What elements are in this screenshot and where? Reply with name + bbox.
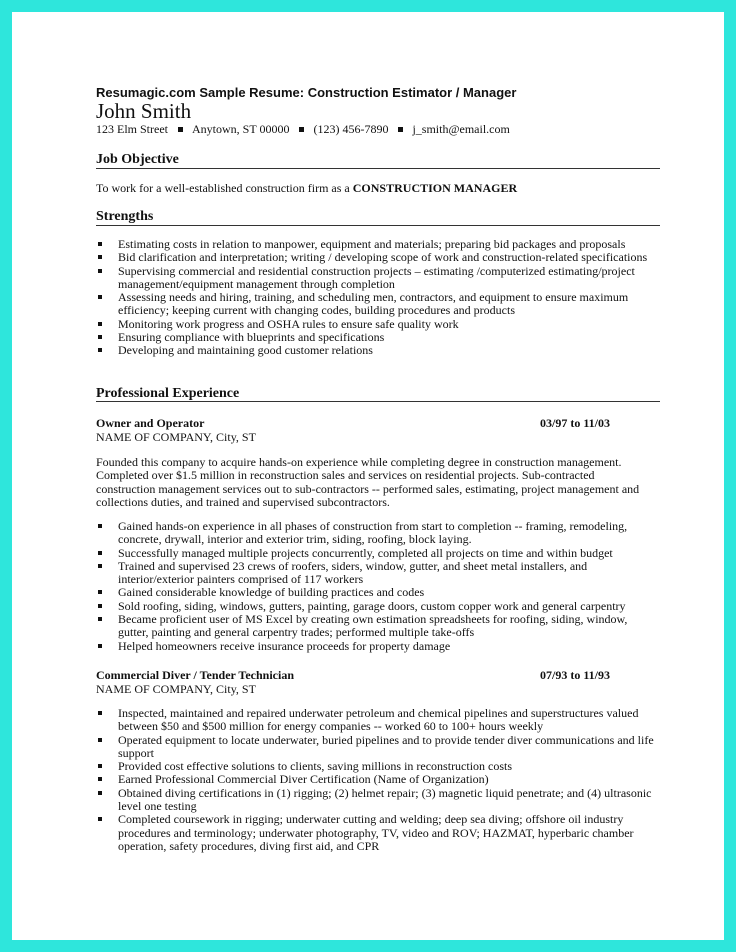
list-item: Completed coursework in rigging; underwater cutting and welding; deep sea diving; offshore oil industry procedures and terminology; underwater photography, TV, video and ROV; HAZMAT, hyperbaric chamber operation, safety procedures, diving first aid, and CPR — [96, 813, 656, 853]
list-item: Supervising commercial and residential construction projects – estimating /computerized estimating/project management/equipment management through completion — [96, 265, 656, 292]
bullet-icon — [98, 764, 102, 768]
bullet-icon — [98, 817, 102, 821]
list-item: Obtained diving certifications in (1) rigging; (2) helmet repair; (3) magnetic liquid penetrate; and (4) ultrasonic level one testing — [96, 787, 656, 814]
list-item: Successfully managed multiple projects concurrently, completed all projects on time and within budget — [96, 547, 656, 560]
bullet-icon — [98, 295, 102, 299]
objective-heading: Job Objective — [96, 152, 179, 167]
bullet-icon — [98, 711, 102, 715]
bullet-icon — [98, 348, 102, 352]
strengths-list-wrap — [96, 238, 656, 358]
job-company: NAME OF COMPANY, City, ST — [96, 430, 256, 444]
section-divider — [96, 401, 660, 402]
list-item: Bid clarification and interpretation; writing / developing scope of work and construction-related specifications — [96, 251, 656, 264]
bullet-icon — [98, 738, 102, 742]
bullet-icon — [98, 777, 102, 781]
job-duties-wrap — [96, 520, 656, 653]
bullet-icon — [98, 791, 102, 795]
list-item: Assessing needs and hiring, training, and scheduling men, contractors, and equipment to ensure maximum efficiency; keeping current with changing codes, building procedures and products — [96, 291, 656, 318]
bullet-icon — [98, 551, 102, 555]
city: Anytown, ST 00000 — [192, 122, 290, 136]
email: j_smith@email.com — [412, 122, 510, 136]
list-item: Became proficient user of MS Excel by creating own estimation spreadsheets for roofing, siding, window, gutter, painting and general carpentry trades; performed multiple take-offs — [96, 613, 656, 640]
job-duties-list — [96, 707, 656, 853]
objective-text-prefix: To work for a well-established construction firm as a — [96, 181, 353, 195]
bullet-icon — [98, 322, 102, 326]
job-company: NAME OF COMPANY, City, ST — [96, 682, 256, 696]
bullet-icon — [98, 255, 102, 259]
list-item: Estimating costs in relation to manpower, equipment and materials; preparing bid packages and proposals — [96, 238, 656, 251]
section-divider — [96, 225, 660, 226]
list-item: Gained hands-on experience in all phases of construction from start to completion -- framing, remodeling, concrete, drywall, interior and exterior trim, siding, roofing, block laying. — [96, 520, 656, 547]
resume-source-title: Resumagic.com Sample Resume: Construction Estimator / Manager — [96, 85, 517, 100]
bullet-icon — [98, 524, 102, 528]
objective-text — [96, 182, 656, 195]
separator-square-icon — [398, 127, 403, 132]
bullet-icon — [98, 242, 102, 246]
bullet-icon — [98, 335, 102, 339]
list-item: Sold roofing, siding, windows, gutters, painting, garage doors, custom copper work and general carpentry — [96, 600, 656, 613]
list-item: Operated equipment to locate underwater, buried pipelines and to provide tender diver communications and life support — [96, 734, 656, 761]
separator-square-icon — [299, 127, 304, 132]
contact-line — [96, 122, 510, 137]
list-item: Monitoring work progress and OSHA rules to ensure safe quality work — [96, 318, 656, 331]
list-item: Trained and supervised 23 crews of roofers, siders, window, gutter, and sheet metal installers, and interior/exterior painters comprised of 117 workers — [96, 560, 656, 587]
job-duties-wrap — [96, 707, 656, 853]
address: 123 Elm Street — [96, 122, 168, 136]
experience-heading: Professional Experience — [96, 386, 240, 401]
section-divider — [96, 168, 660, 169]
bullet-icon — [98, 604, 102, 608]
strengths-heading: Strengths — [96, 209, 154, 224]
bullet-icon — [98, 617, 102, 621]
list-item: Ensuring compliance with blueprints and specifications — [96, 331, 656, 344]
list-item: Helped homeowners receive insurance proceeds for property damage — [96, 640, 656, 653]
list-item: Provided cost effective solutions to clients, saving millions in reconstruction costs — [96, 760, 656, 773]
job-title: Commercial Diver / Tender Technician — [96, 668, 295, 682]
bullet-icon — [98, 590, 102, 594]
phone: (123) 456-7890 — [313, 122, 389, 136]
bullet-icon — [98, 644, 102, 648]
list-item: Gained considerable knowledge of building practices and codes — [96, 586, 656, 599]
list-item: Inspected, maintained and repaired underwater petroleum and chemical pipelines and superstructures valued between $50 and $500 million for energy companies -- worked 60 to 100+ hours weekly — [96, 707, 656, 734]
job-title: Owner and Operator — [96, 416, 205, 430]
list-item: Developing and maintaining good customer relations — [96, 344, 656, 357]
bullet-icon — [98, 269, 102, 273]
strengths-list — [96, 238, 656, 358]
job-duties-list — [96, 520, 656, 653]
list-item: Earned Professional Commercial Diver Certification (Name of Organization) — [96, 773, 656, 786]
job-dates: 07/93 to 11/93 — [540, 668, 611, 682]
separator-square-icon — [178, 127, 183, 132]
candidate-name: John Smith — [96, 99, 192, 123]
job-summary: Founded this company to acquire hands-on experience while completing degree in construction management. Completed over $1.5 million in reconstruction sales and services on residential projects. Sub-contracted construction management services out to sub-contractors -- performed sales, estimating, project management and collections duties, and trained and supervised subcontractors. — [96, 455, 640, 509]
job-dates: 03/97 to 11/03 — [540, 416, 611, 430]
bullet-icon — [98, 564, 102, 568]
objective-target-role: CONSTRUCTION MANAGER — [352, 181, 518, 195]
